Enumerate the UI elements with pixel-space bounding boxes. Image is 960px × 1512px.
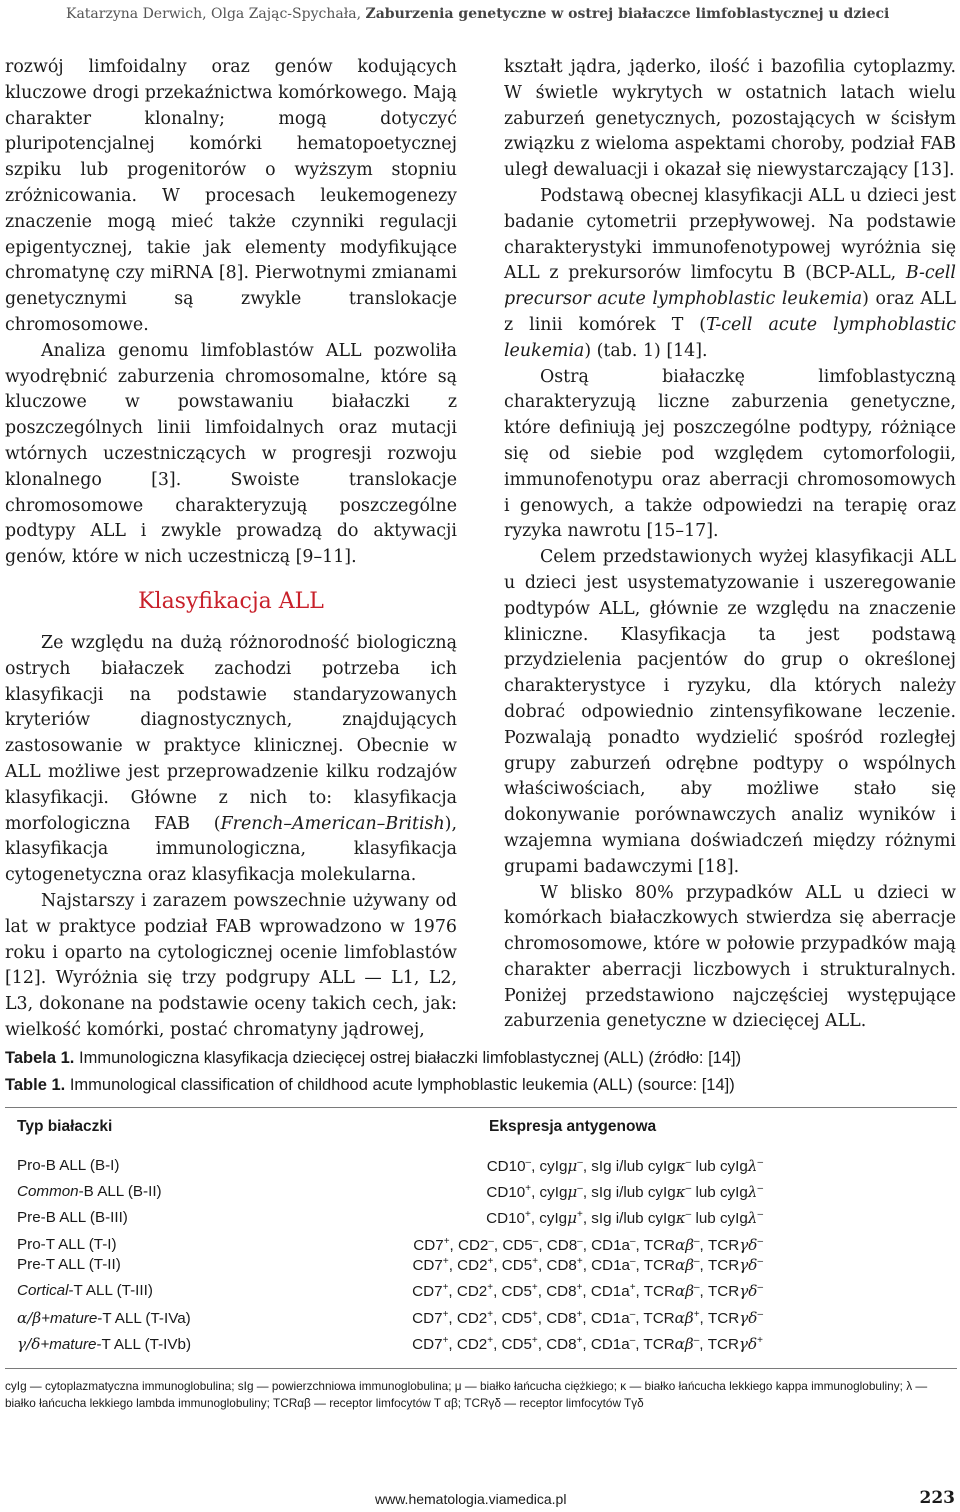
antigen-expression: CD7+, CD2+, CD5+, CD8+, CD1a–, TCRαβ–, TCRγδ+	[412, 1335, 763, 1353]
running-header	[66, 6, 956, 22]
table-row	[17, 1181, 937, 1203]
antigen-expression: CD7+, CD2+, CD5+, CD8+, CD1a–, TCRαβ+, TCRγδ–	[412, 1309, 763, 1327]
left-column	[5, 55, 457, 1044]
antigen-expression: CD10–, cyIgμ–, sIg i/lub cyIgκ– lub cyIgλ–	[486, 1157, 763, 1175]
page-number: 223	[919, 1488, 955, 1508]
table-bottom-rule	[5, 1368, 957, 1369]
table-caption-en: Table 1. Immunological classification of childhood acute lymphoblastic leukemia (ALL) (source: [14])	[5, 1076, 735, 1094]
paragraph: Podstawą obecnej klasyfikacji ALL u dzieci jest badanie cytometrii przepływowej. Na podstawie charakterystyki immunofenotypowej wyróżnia się ALL z prekursorów limfocytu B (BCP-ALL, B-cell precursor acute lymphoblastic leukemia) oraz ALL z linii komórek T (T-cell acute lymphoblastic leukemia) (tab. 1) [14].	[504, 185, 957, 361]
antigen-expression: CD7+, CD2–, CD5–, CD8–, CD1a–, TCRαβ–, TCRγδ–	[413, 1236, 763, 1254]
table-row	[17, 1254, 937, 1276]
right-column	[504, 55, 956, 1035]
header-authors: Katarzyna Derwich, Olga Zając-Spychała,	[66, 6, 362, 22]
table-row	[17, 1333, 937, 1355]
table-row	[17, 1234, 937, 1256]
header-article-title: Zaburzenia genetyczne w ostrej białaczce limfoblastycznej u dzieci	[365, 6, 890, 22]
column-header-type: Typ białaczki	[17, 1118, 113, 1135]
table-row	[17, 1307, 937, 1329]
table-top-rule	[5, 1107, 957, 1108]
leukemia-type: Pro-T ALL (T-I)	[17, 1236, 117, 1253]
paragraph: Ze względu na dużą różnorodność biologiczną ostrych białaczek zachodzi potrzeba ich klasyfikacji na podstawie standaryzowanych kryteriów diagnostycznych, znajdujących zastosowanie w praktyce klinicznej. Obecnie w ALL możliwe jest przeprowadzenie kilku rodzajów klasyfikacji. Główne z nich to: klasyfikacja morfologiczna FAB (French–American–British), klasyfikacja immunologiczna, klasyfikacja cytogenetyczna oraz klasyfikacja molekularna.	[5, 632, 457, 886]
table-row	[17, 1155, 937, 1177]
antigen-expression: CD10+, cyIgμ–, sIg i/lub cyIgκ– lub cyIgλ–	[486, 1183, 763, 1201]
leukemia-type: Pre-T ALL (T-II)	[17, 1256, 121, 1273]
leukemia-type: Pro-B ALL (B-I)	[17, 1157, 120, 1174]
paragraph: Celem przedstawionych wyżej klasyfikacji ALL u dzieci jest usystematyzowanie i uszeregowanie podtypów ALL, głównie ze względu na znaczenie kliniczne. Klasyfikacja ta jest podstawą przydzielenia pacjentów do grup o określonej charakterystyce i ryzyku, dla których należy dobrać odpowiednio zintensyfikowane leczenie. Pozwalają ponadto wydzielić spośród rozległej grupy zaburzeń odrębne podtypy o wspólnych właściwościach, aby możliwe stało się dokonywanie porównawczych analiz wyników i wzajemna wymiana doświadczeń między różnymi grupami badawczymi [18].	[504, 547, 956, 877]
antigen-expression: CD10+, cyIgμ+, sIg i/lub cyIgκ– lub cyIgλ–	[486, 1209, 763, 1227]
table-row	[17, 1280, 937, 1302]
footer-url[interactable]: www.hematologia.viamedica.pl	[375, 1491, 567, 1507]
leukemia-type: α/β+mature-T ALL (T-IVa)	[17, 1309, 191, 1327]
antigen-expression: CD7+, CD2+, CD5+, CD8+, CD1a+, TCRαβ–, TCRγδ–	[412, 1282, 763, 1300]
table-caption-pl: Tabela 1. Immunologiczna klasyfikacja dziecięcej ostrej białaczki limfoblastycznej (ALL) (źródło: [14])	[5, 1049, 742, 1067]
paragraph: Ostrą białaczkę limfoblastyczną charakteryzują liczne zaburzenia genetyczne, które definiują jej poszczególne podtypy, różniące się od siebie pod względem cytomorfologii, immunofenotypu oraz aberracji chromosomowych i genowych, a także odpowiedzi na terapię oraz ryzyka nawrotu [15–17].	[504, 366, 956, 542]
table-footnote: cyIg — cytoplazmatyczna immunoglobulina; sIg — powierzchniowa immunoglobulina; μ — białko łańcucha ciężkiego; κ — białko łańcucha lekkiego kappa immunoglobuliny; λ — białko łańcucha lekkiego lambda immunoglobuliny; TCRαβ — receptor limfocytów T αβ; TCRγδ — receptor limfocytów Tγδ	[5, 1379, 928, 1410]
paragraph: Analiza genomu limfoblastów ALL pozwoliła wyodrębnić zaburzenia chromosomalne, które są kluczowe w powstawaniu białaczki z poszczególnych linii limfoidalnych oraz mutacji wtórnych uczestniczących w progresji rozwoju klonalnego [3]. Swoiste translokacje chromosomowe charakteryzują poszczególne podtypy ALL i zwykle prowadzą do aktywacji genów, które w nich uczestniczą [9–11].	[5, 340, 457, 568]
leukemia-type: Common-B ALL (B-II)	[17, 1183, 162, 1200]
table-row	[17, 1207, 937, 1229]
section-heading: Klasyfikacja ALL	[138, 588, 324, 614]
leukemia-type: Cortical-T ALL (T-III)	[17, 1282, 153, 1299]
antigen-expression: CD7+, CD2+, CD5+, CD8+, CD1a–, TCRαβ–, TCRγδ–	[412, 1256, 763, 1274]
paragraph: Najstarszy i zarazem powszechnie używany od lat w praktyce podział FAB wprowadzono w 1976 roku i oparto na cytologicznej ocenie limfoblastów [12]. Wyróżnia się trzy podgrupy ALL — L1, L2, L3, dokonane na podstawie oceny takich cech, jak: wielkość komórki, postać chromatyny jądrowej,	[5, 890, 457, 1040]
table-caption	[5, 1045, 955, 1099]
leukemia-type: γ/δ+mature-T ALL (T-IVb)	[17, 1335, 192, 1353]
leukemia-type: Pre-B ALL (B-III)	[17, 1209, 128, 1226]
paragraph: rozwój limfoidalny oraz genów kodujących kluczowe drogi przekaźnictwa komórkowego. Mają charakter klonalny; mogą dotyczyć pluripotencjalnej komórki hematopoetycznej szpiku lub progenitorów o wyższym stopniu zróżnicowania. W procesach leukemogenezy znaczenie mogą mieć także czynniki regulacji epigentycznej, takie jak elementy modyfikujące chromatynę czy miRNA [8]. Pierwotnymi zmianami genetycznymi są zwykle translokacje chromosomowe.	[5, 57, 457, 335]
paragraph: kształt jądra, jąderko, ilość i bazofilia cytoplazmy. W świetle wykrytych w ostatnich latach wielu zaburzeń genetycznych, pozostających w ścisłym związku z wieloma aspektami choroby, podział FAB uległ dewaluacji i okazał się niewystarczający [13].	[504, 57, 956, 181]
column-header-expression: Ekspresja antygenowa	[489, 1118, 657, 1135]
paragraph: W blisko 80% przypadków ALL u dzieci w komórkach białaczkowych stwierdza się aberracje chromosomowe, które w połowie przypadków mają charakter aberracji liczbowych i strukturalnych. Poniżej przedstawiono najczęściej występujące zaburzenia genetyczne w dziecięcej ALL.	[504, 882, 956, 1032]
